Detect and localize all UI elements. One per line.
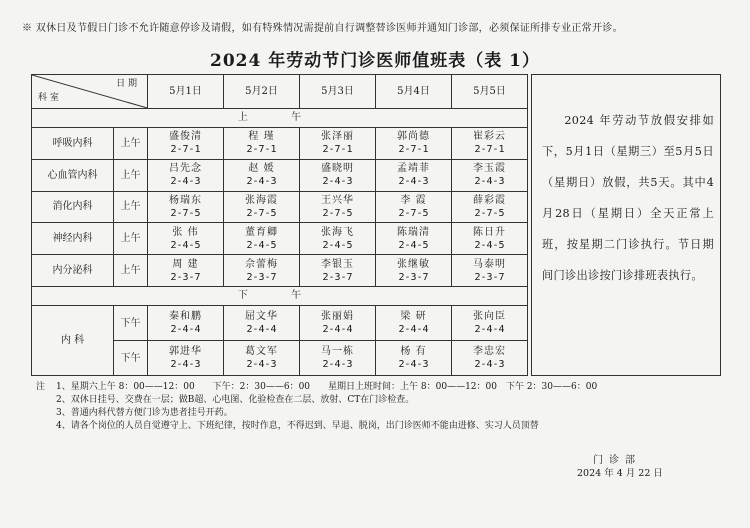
period-label: 下午 (114, 306, 148, 341)
doctor-cell (376, 306, 452, 341)
room-number: 2-4-5 (398, 239, 429, 251)
doctor-cell (224, 159, 300, 191)
doctor-name: 郭尚德 (397, 131, 430, 143)
doctor-name: 周 建 (172, 258, 199, 270)
room-number: 2-7-1 (246, 144, 277, 156)
doctor-cell (452, 341, 528, 376)
doctor-name: 杨瑞东 (169, 194, 202, 206)
doctor-name: 孟靖菲 (397, 163, 430, 175)
room-number: 2-7-5 (398, 207, 429, 219)
footnote-line: 4、请各个岗位的人员自觉遵守上、下班纪律，按时作息，不得迟到、早退、脱岗，出门诊医师不能由进修、实习人员顶替 (56, 421, 539, 431)
doctor-name: 张泽丽 (321, 131, 354, 143)
footnote-line: 1、星期六上午 8：00——12：00 下午：2：30——6：00 星期日上班时间：上午 8：00——12：00 下午 2：30——6：00 (56, 382, 598, 392)
doctor-name: 马泰明 (473, 258, 506, 270)
period-label: 上午 (114, 223, 148, 255)
department-name: 内 科 (32, 306, 114, 376)
doctor-name: 秦和鹏 (169, 311, 202, 322)
room-number: 2-7-5 (246, 207, 277, 219)
doctor-cell (452, 127, 528, 159)
room-number: 2-4-3 (322, 176, 353, 188)
footnote-heading: 注 (36, 382, 46, 392)
room-number: 2-4-3 (246, 176, 277, 188)
doctor-cell (300, 191, 376, 223)
room-number: 2-3-7 (246, 271, 277, 283)
doctor-name: 盛俊清 (169, 131, 202, 143)
doctor-cell (300, 306, 376, 341)
doctor-name: 董育卿 (245, 226, 278, 238)
footnote-line: 3、普通内科代替方便门诊为患者挂号开药。 (56, 408, 233, 418)
doctor-cell (148, 191, 224, 223)
doctor-name: 李 霞 (400, 194, 427, 206)
morning-section-header: 上 午 (32, 108, 528, 127)
period-label: 上午 (114, 255, 148, 287)
doctor-name: 梁 研 (400, 311, 427, 322)
doctor-cell (376, 223, 452, 255)
day-header: 5月1日 (148, 75, 224, 109)
schedule-row (32, 191, 528, 223)
doctor-name: 赵 媛 (248, 163, 275, 175)
doctor-cell (452, 306, 528, 341)
department-name: 内分泌科 (32, 255, 114, 287)
doctor-name: 张海飞 (321, 226, 354, 238)
doctor-cell (148, 306, 224, 341)
doctor-name: 崔彩云 (473, 131, 506, 143)
room-number: 2-7-1 (398, 144, 429, 156)
doctor-cell (148, 255, 224, 287)
header-corner (32, 75, 148, 109)
room-number: 2-4-5 (246, 239, 277, 251)
doctor-cell (376, 127, 452, 159)
doctor-cell (300, 223, 376, 255)
doctor-cell (300, 127, 376, 159)
day-header: 5月4日 (376, 75, 452, 109)
room-number: 2-4-3 (398, 359, 429, 370)
notice-text: ※ 双休日及节假日门诊不允许随意停诊及请假，如有特殊情况需提前自行调整替诊医师并通知门诊部，必须保证所排专业正常开诊。 (22, 23, 623, 34)
doctor-name: 王兴华 (321, 194, 354, 206)
doctor-cell (224, 127, 300, 159)
doctor-cell (452, 191, 528, 223)
duty-table (31, 74, 528, 376)
doctor-name: 佘蕾梅 (245, 258, 278, 270)
doctor-name: 李银玉 (321, 258, 354, 270)
room-number: 2-7-1 (322, 144, 353, 156)
room-number: 2-4-3 (246, 359, 277, 370)
doctor-cell (148, 223, 224, 255)
period-label: 下午 (114, 341, 148, 376)
doctor-cell (376, 341, 452, 376)
doctor-name: 张海霞 (245, 194, 278, 206)
room-number: 2-4-4 (474, 324, 505, 335)
schedule-row (32, 159, 528, 191)
doctor-name: 马一栋 (321, 346, 354, 357)
doctor-cell (452, 255, 528, 287)
room-number: 2-7-1 (170, 144, 201, 156)
doctor-cell (224, 306, 300, 341)
room-number: 2-3-7 (322, 271, 353, 283)
schedule-row (32, 255, 528, 287)
header-row (32, 75, 528, 109)
doctor-name: 杨 有 (400, 346, 427, 357)
schedule-row (32, 127, 528, 159)
doctor-name: 李玉霞 (473, 163, 506, 175)
room-number: 2-3-7 (398, 271, 429, 283)
doctor-name: 郭进华 (169, 346, 202, 357)
doctor-name: 李忠宏 (473, 346, 506, 357)
day-header: 5月3日 (300, 75, 376, 109)
department-name: 消化内科 (32, 191, 114, 223)
room-number: 2-4-3 (474, 176, 505, 188)
doctor-name: 张丽娟 (321, 311, 354, 322)
room-number: 2-4-3 (170, 176, 201, 188)
room-number: 2-7-5 (322, 207, 353, 219)
doctor-cell (376, 191, 452, 223)
room-number: 2-4-3 (170, 359, 201, 370)
room-number: 2-4-3 (398, 176, 429, 188)
doctor-cell (148, 159, 224, 191)
doctor-cell (376, 255, 452, 287)
page-title: 2024 年劳动节门诊医师值班表（表 1） (210, 51, 540, 71)
doctor-name: 陈日升 (473, 226, 506, 238)
doctor-name: 吕先念 (169, 163, 202, 175)
signature-department: 门诊部 (593, 455, 641, 466)
schedule-row (32, 306, 528, 341)
period-label: 上午 (114, 159, 148, 191)
room-number: 2-3-7 (170, 271, 201, 283)
doctor-name: 张继敏 (397, 258, 430, 270)
room-number: 2-4-4 (322, 324, 353, 335)
doctor-name: 张 伟 (172, 226, 199, 238)
day-header: 5月2日 (224, 75, 300, 109)
signature-date: 2024 年 4 月 22 日 (577, 468, 663, 479)
room-number: 2-4-3 (322, 359, 353, 370)
doctor-cell (224, 191, 300, 223)
footnotes (36, 381, 736, 433)
room-number: 2-7-1 (474, 144, 505, 156)
day-header: 5月5日 (452, 75, 528, 109)
doctor-cell (300, 341, 376, 376)
department-name: 神经内科 (32, 223, 114, 255)
doctor-cell (224, 341, 300, 376)
holiday-arrangement-note: 2024 年劳动节放假安排如下，5月1日（星期三）至5月5日（星期日）放假，共5天。其中4月28日（星期日）全天正常上班，按星期二门诊执行。节日期间门诊出诊按门诊排班表执行。 (531, 74, 721, 376)
dept-axis-label: 科 室 (38, 92, 59, 103)
schedule-row (32, 223, 528, 255)
doctor-name: 薛彩霞 (473, 194, 506, 206)
room-number: 2-7-5 (474, 207, 505, 219)
room-number: 2-7-5 (170, 207, 201, 219)
room-number: 2-3-7 (474, 271, 505, 283)
room-number: 2-4-5 (170, 239, 201, 251)
afternoon-section-header: 下 午 (32, 286, 528, 305)
room-number: 2-4-4 (246, 324, 277, 335)
doctor-cell (300, 159, 376, 191)
footnote-line: 2、双休日挂号、交费在一层；做B超、心电图、化验检查在二层、放射、CT在门诊检查。 (56, 395, 415, 405)
doctor-cell (148, 127, 224, 159)
doctor-cell (224, 255, 300, 287)
doctor-name: 张向臣 (473, 311, 506, 322)
doctor-cell (300, 255, 376, 287)
doctor-cell (376, 159, 452, 191)
doctor-name: 陈瑞清 (397, 226, 430, 238)
doctor-cell (148, 341, 224, 376)
period-label: 上午 (114, 127, 148, 159)
room-number: 2-4-4 (398, 324, 429, 335)
department-name: 心血管内科 (32, 159, 114, 191)
doctor-name: 程 瑾 (248, 131, 275, 143)
doctor-cell (224, 223, 300, 255)
room-number: 2-4-5 (322, 239, 353, 251)
room-number: 2-4-4 (170, 324, 201, 335)
period-label: 上午 (114, 191, 148, 223)
doctor-cell (452, 159, 528, 191)
room-number: 2-4-3 (474, 359, 505, 370)
room-number: 2-4-5 (474, 239, 505, 251)
doctor-name: 葛文军 (245, 346, 278, 357)
date-axis-label: 日 期 (116, 79, 137, 89)
doctor-cell (452, 223, 528, 255)
department-name: 呼吸内科 (32, 127, 114, 159)
doctor-name: 屈文华 (245, 311, 278, 322)
doctor-name: 盛晓明 (321, 163, 354, 175)
